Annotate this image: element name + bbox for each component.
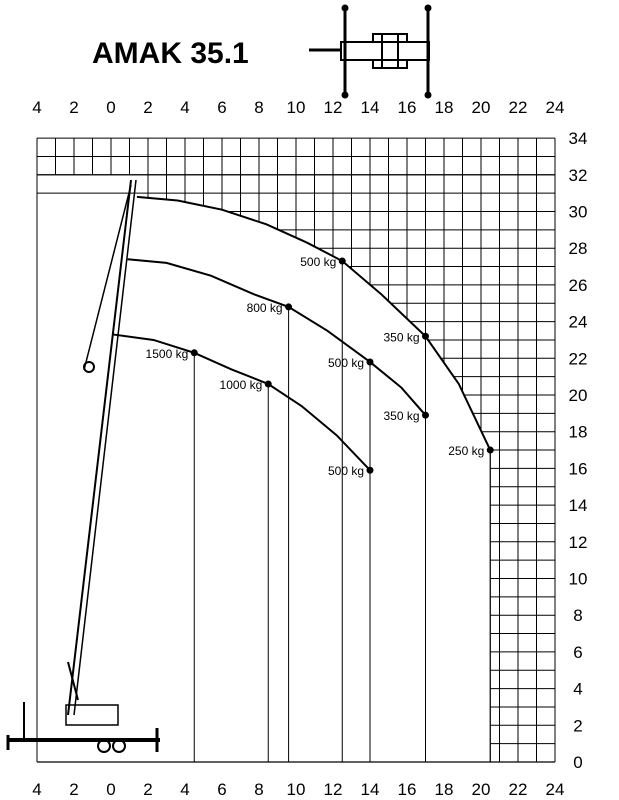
load-point-marker xyxy=(339,258,346,265)
load-label: 350 kg xyxy=(383,409,420,424)
crane-body xyxy=(66,705,118,725)
x-tick-label-top: 16 xyxy=(397,98,417,117)
axis-ticks xyxy=(32,98,587,799)
boom-section xyxy=(68,180,131,715)
x-tick-label-top: 12 xyxy=(323,98,343,117)
y-tick-label: 18 xyxy=(568,422,588,442)
load-arcs xyxy=(113,197,490,470)
load-label: 500 kg xyxy=(300,255,337,270)
crane-top-view-icon xyxy=(309,6,431,98)
y-tick-label: 32 xyxy=(568,165,588,185)
x-tick-label-top: 18 xyxy=(434,98,454,117)
x-tick-label-top: 14 xyxy=(360,98,380,117)
x-tick-label-bottom: 2 xyxy=(69,780,79,799)
y-tick-label: 24 xyxy=(568,312,588,332)
x-tick-label-top: 10 xyxy=(286,98,306,117)
y-tick-label: 20 xyxy=(568,386,588,405)
y-tick-label: 22 xyxy=(568,349,588,369)
load-point-marker xyxy=(422,412,429,419)
y-tick-label: 30 xyxy=(568,202,588,222)
load-label: 1000 kg xyxy=(219,377,263,392)
x-tick-label-top: 2 xyxy=(69,98,79,117)
load-point-marker xyxy=(367,358,374,365)
load-point-marker xyxy=(285,303,292,310)
x-tick-label-top: 20 xyxy=(471,98,491,117)
load-label: 250 kg xyxy=(448,444,485,459)
x-tick-label-top: 4 xyxy=(32,98,42,117)
x-tick-label-bottom: 20 xyxy=(471,780,491,799)
load-arc xyxy=(137,197,490,450)
x-tick-label-top: 8 xyxy=(254,98,264,117)
x-tick-label-bottom: 24 xyxy=(545,780,565,799)
x-tick-label-bottom: 10 xyxy=(286,780,306,799)
y-tick-label: 16 xyxy=(568,459,588,479)
x-tick-label-bottom: 2 xyxy=(143,780,153,799)
load-label: 1500 kg xyxy=(145,346,189,361)
x-tick-label-top: 22 xyxy=(508,98,528,117)
y-tick-label: 34 xyxy=(568,129,588,149)
x-tick-label-top: 0 xyxy=(106,98,116,117)
load-point-marker xyxy=(487,447,494,454)
y-tick-label: 10 xyxy=(568,569,588,589)
x-tick-label-top: 4 xyxy=(180,98,190,117)
x-tick-label-bottom: 4 xyxy=(180,780,190,799)
load-point-marker xyxy=(265,380,272,387)
x-tick-label-bottom: 18 xyxy=(434,780,454,799)
load-label: 500 kg xyxy=(327,355,364,370)
load-label: 500 kg xyxy=(327,464,364,479)
y-tick-label: 8 xyxy=(573,606,583,626)
load-label: 800 kg xyxy=(246,300,283,315)
x-tick-label-bottom: 6 xyxy=(217,780,227,799)
x-tick-label-bottom: 22 xyxy=(508,780,528,799)
y-tick-label: 0 xyxy=(573,753,583,772)
load-label: 350 kg xyxy=(383,330,420,345)
y-tick-label: 6 xyxy=(573,642,583,662)
x-tick-label-top: 24 xyxy=(545,98,565,117)
load-point-marker xyxy=(422,333,429,340)
x-tick-label-bottom: 8 xyxy=(254,780,264,799)
y-tick-label: 4 xyxy=(573,679,583,699)
x-tick-label-top: 6 xyxy=(217,98,227,117)
boom-section xyxy=(74,180,136,715)
x-tick-label-bottom: 0 xyxy=(106,780,116,799)
x-tick-label-bottom: 4 xyxy=(32,780,42,799)
load-point-marker xyxy=(367,467,374,474)
chart-title: AMAK 35.1 xyxy=(92,37,249,70)
y-tick-label: 26 xyxy=(568,275,588,295)
x-tick-label-bottom: 14 xyxy=(360,780,380,799)
y-tick-label: 2 xyxy=(573,716,583,736)
load-points xyxy=(146,255,494,762)
x-tick-label-bottom: 12 xyxy=(323,780,343,799)
y-tick-label: 28 xyxy=(568,239,588,259)
crane-side-view-icon xyxy=(8,180,160,752)
y-tick-label: 14 xyxy=(568,496,588,516)
x-tick-label-bottom: 16 xyxy=(397,780,417,799)
y-tick-label: 12 xyxy=(568,532,588,552)
load-arc xyxy=(128,259,426,415)
x-tick-label-top: 2 xyxy=(143,98,153,117)
load-point-marker xyxy=(191,349,198,356)
